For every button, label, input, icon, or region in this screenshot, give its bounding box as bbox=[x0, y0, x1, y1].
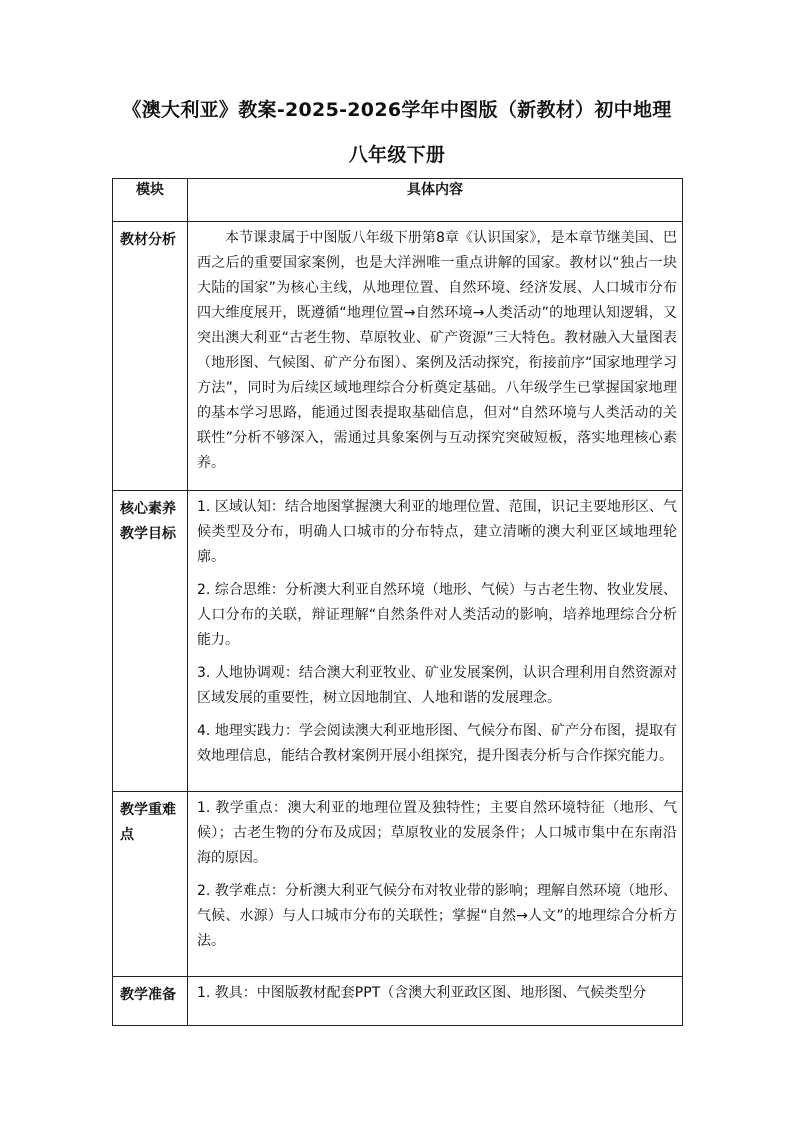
module-label: 核心素养教学目标 bbox=[113, 491, 188, 792]
module-content bbox=[188, 222, 683, 491]
document-title-line2: 八年级下册 bbox=[348, 144, 446, 166]
table-header-row bbox=[113, 179, 683, 222]
module-content bbox=[188, 792, 683, 977]
content-paragraph: 本节课隶属于中图版八年级下册第8章《认识国家》，是本章节继美国、巴西之后的重要国家案例，也是大洋洲唯一重点讲解的国家。教材以“独占一块大陆的国家”为核心主线，从地理位置、自然环境、经济发展、人口城市分布四大维度展开，既遵循“地理位置→自然环境→人类活动”的地理认知逻辑，又突出澳大利亚“古老生物、草原牧业、矿产资源”三大特色。教材融入大量图表（地形图、气候图、矿产分布图）、案例及活动探究，衔接前序“国家地理学习方法”，同时为后续区域地理综合分析奠定基础。八年级学生已掌握国家地理的基本学习思路，能通过图表提取基础信息，但对“自然环境与人类活动的关联性”分析不够深入，需通过具象案例与互动探究突破短板，落实地理核心素养。 bbox=[197, 230, 677, 471]
content-paragraph: 4. 地理实践力：学会阅读澳大利亚地形图、气候分布图、矿产分布图，提取有效地理信息，能结合教材案例开展小组探究，提升图表分析与合作探究能力。 bbox=[197, 723, 677, 764]
header-module: 模块 bbox=[113, 179, 188, 222]
module-label: 教材分析 bbox=[113, 222, 188, 491]
module-label: 教学重难点 bbox=[113, 792, 188, 977]
content-paragraph: 3. 人地协调观：结合澳大利亚牧业、矿业发展案例，认识合理利用自然资源对区域发展的重要性，树立因地制宜、人地和谐的发展理念。 bbox=[197, 665, 677, 706]
content-paragraph: 2. 教学难点：分析澳大利亚气候分布对牧业带的影响；理解自然环境（地形、气候、水源）与人口城市分布的关联性；掌握“自然→人文”的地理综合分析方法。 bbox=[197, 883, 678, 949]
lesson-plan-table bbox=[112, 178, 683, 1026]
table-row bbox=[113, 491, 683, 792]
table-row bbox=[113, 222, 683, 491]
content-paragraph: 1. 教具：中图版教材配套PPT（含澳大利亚政区图、地形图、气候类型分 bbox=[197, 985, 647, 1001]
header-content: 具体内容 bbox=[188, 179, 683, 222]
module-content bbox=[188, 491, 683, 792]
content-paragraph: 1. 区域认知：结合地图掌握澳大利亚的地理位置、范围，识记主要地形区、气候类型及分布，明确人口城市的分布特点，建立清晰的澳大利亚区域地理轮廓。 bbox=[197, 499, 677, 565]
content-paragraph: 1. 教学重点：澳大利亚的地理位置及独特性；主要自然环境特征（地形、气候）；古老生物的分布及成因；草原牧业的发展条件；人口城市集中在东南沿海的原因。 bbox=[197, 800, 677, 866]
table-row bbox=[113, 792, 683, 977]
table-row bbox=[113, 977, 683, 1026]
document-title-line1: 《澳大利亚》教案-2025-2026学年中图版（新教材）初中地理 bbox=[122, 99, 672, 121]
module-label: 教学准备 bbox=[113, 977, 188, 1026]
content-paragraph: 2. 综合思维：分析澳大利亚自然环境（地形、气候）与古老生物、牧业发展、人口分布的关联，辩证理解“自然条件对人类活动的影响，培养地理综合分析能力。 bbox=[197, 582, 677, 648]
module-content bbox=[188, 977, 683, 1026]
